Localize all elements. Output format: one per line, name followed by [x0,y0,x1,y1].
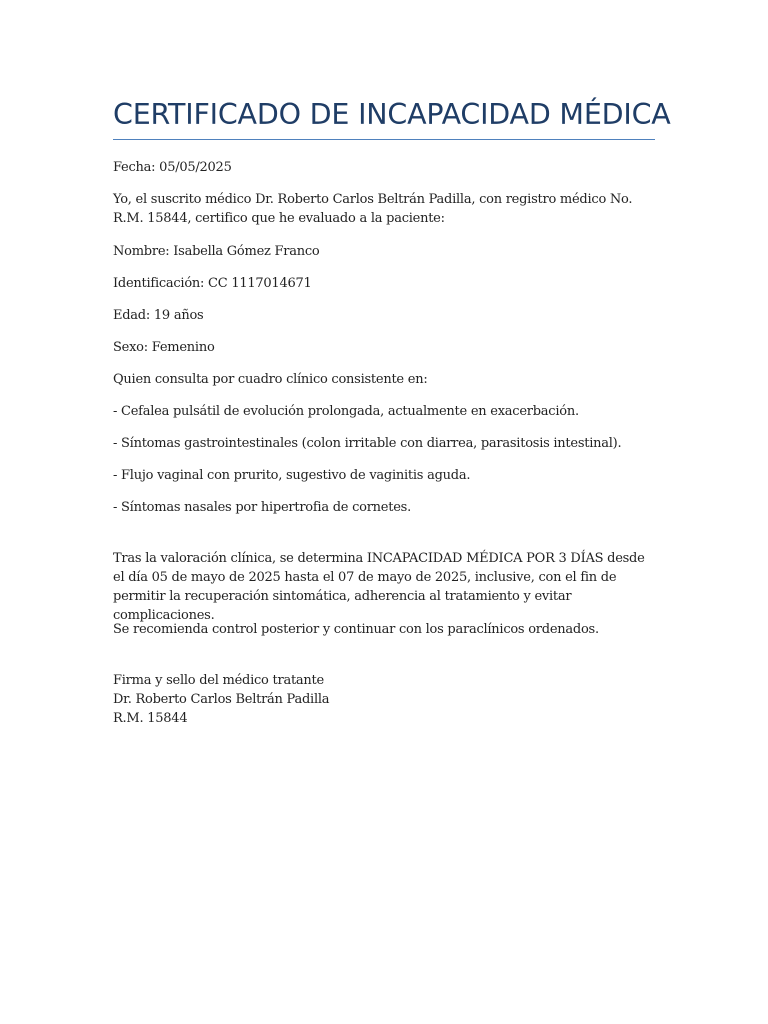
symptom-item: - Flujo vaginal con prurito, sugestivo de vaginitis aguda. [113,468,471,483]
title-underline [113,139,655,140]
intro-paragraph: Yo, el suscrito médico Dr. Roberto Carlos Beltrán Padilla, con registro médico No. R.M. 15844, certifico que he evaluado a la paciente: [113,192,633,226]
patient-age: Edad: 19 años [113,308,204,323]
patient-sex: Sexo: Femenino [113,340,215,355]
patient-id: Identificación: CC 1117014671 [113,276,312,291]
patient-name: Nombre: Isabella Gómez Franco [113,244,320,259]
document-title: CERTIFICADO DE INCAPACIDAD MÉDICA [113,98,671,131]
date-line: Fecha: 05/05/2025 [113,160,232,175]
symptom-item: - Síntomas nasales por hipertrofia de cornetes. [113,500,411,515]
symptom-item: - Cefalea pulsátil de evolución prolongada, actualmente en exacerbación. [113,404,579,419]
signature-doctor-name: Dr. Roberto Carlos Beltrán Padilla [113,692,330,707]
determination-paragraph: Tras la valoración clínica, se determina INCAPACIDAD MÉDICA POR 3 DÍAS desde el día 05 de mayo de 2025 hasta el 07 de mayo de 2025, inclusive, con el fin de permitir la recuperación sintomática, adherencia al tratamiento y evitar complicaciones. [113,551,645,623]
symptom-item: - Síntomas gastrointestinales (colon irritable con diarrea, parasitosis intestinal). [113,436,622,451]
recommendation-paragraph: Se recomienda control posterior y continuar con los paraclínicos ordenados. [113,622,599,637]
signature-registry: R.M. 15844 [113,711,188,726]
signature-label: Firma y sello del médico tratante [113,673,324,688]
consult-intro: Quien consulta por cuadro clínico consistente en: [113,372,428,387]
